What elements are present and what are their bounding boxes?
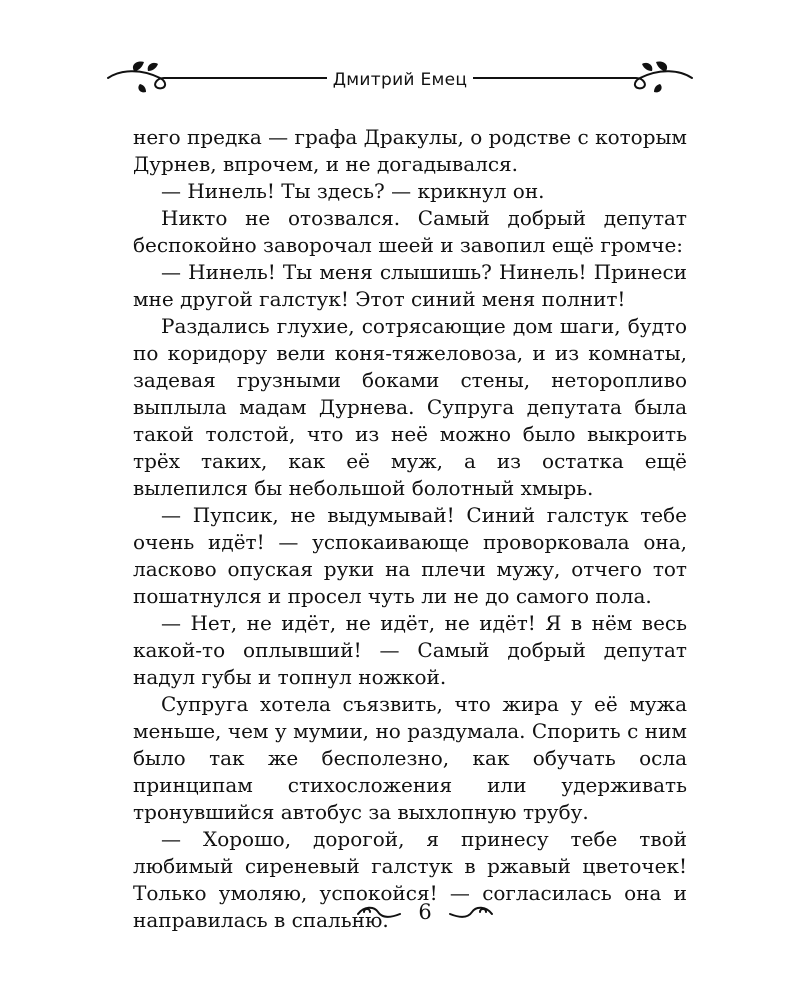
paragraph: Никто не отозвался. Самый добрый депутат беспокойно заворочал шеей и завопил ещё громче: [133, 206, 687, 257]
paragraph: — Нинель! Ты здесь? — крикнул он. [161, 179, 545, 203]
body-text [133, 124, 687, 934]
paragraph: — Пупсик, не выдумывай! Синий галстук тебе очень идёт! — успокаивающе проворковала она, ласково опуская руки на плечи мужу, отчего тот пошатнулся и просел чуть ли не до самого пола. [133, 503, 687, 608]
paragraph: — Нинель! Ты меня слышишь? Нинель! Принеси мне другой галстук! Этот синий меня полнит! [133, 260, 687, 311]
paragraph: — Хорошо, дорогой, я принесу тебе твой любимый сиреневый галстук в ржавый цветочек! Только умоляю, успокойся! — согласилась она и направилась в спальню. [133, 827, 687, 932]
author-name: Дмитрий Емец [100, 70, 700, 90]
page-footer [350, 898, 500, 934]
paragraph: него предка — графа Дракулы, о родстве с которым Дурнев, впрочем, и не догадывался. [133, 125, 687, 176]
paragraph: Супруга хотела съязвить, что жира у её мужа меньше, чем у мумии, но раздумала. Спорить с ним было так же бесполезно, как обучать осла принципам стихосложения или удерживать тронувшийся автобус за выхлопную трубу. [133, 692, 687, 824]
paragraph: — Нет, не идёт, не идёт, не идёт! Я в нём весь какой-то оплывший! — Самый добрый депутат надул губы и топнул ножкой. [133, 611, 687, 689]
page-number: 6 [418, 900, 432, 924]
running-header [100, 58, 700, 108]
paragraph: Раздались глухие, сотрясающие дом шаги, будто по коридору вели коня-тяжеловоза, и из комнаты, задевая грузными боками стены, неторопливо выплыла мадам Дурнева. Супруга депутата была такой толстой, что из неё можно было выкроить трёх таких, как её муж, а из остатка ещё вылепился бы небольшой болотный хмырь. [133, 314, 687, 500]
